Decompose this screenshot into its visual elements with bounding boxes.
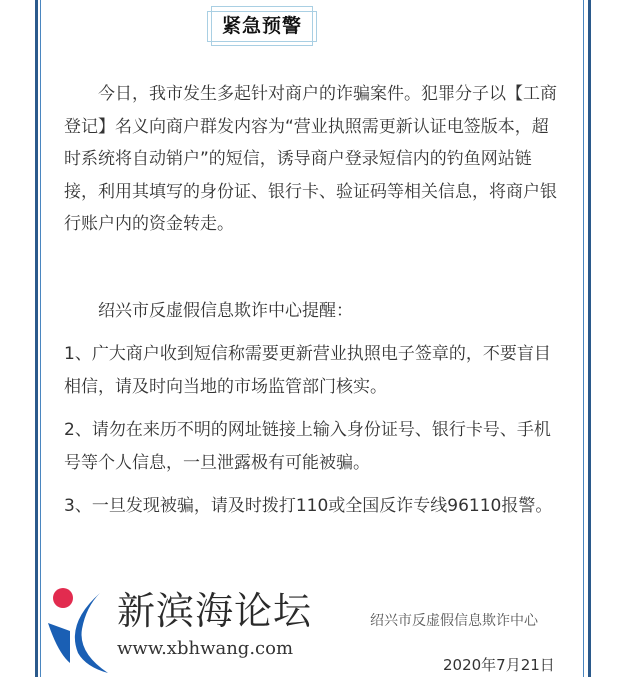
paragraph-tip-3: 3、一旦发现被骗，请及时拨打110或全国反诈专线96110报警。 — [64, 496, 553, 516]
left-border-thin — [40, 0, 41, 677]
right-border-thin — [583, 0, 584, 677]
left-border-thick — [35, 0, 38, 677]
signature: 绍兴市反虚假信息欺诈中心 — [370, 613, 538, 629]
paragraph-tip-2: 2、请勿在来历不明的网址链接上输入身份证号、银行卡号、手机号等个人信息，一旦泄露极有可能被骗。 — [64, 420, 551, 473]
watermark-name: 新滨海论坛 — [117, 589, 313, 633]
right-border-thick — [588, 0, 591, 677]
watermark-url: www.xbhwang.com — [117, 638, 294, 659]
watermark-logo-icon — [48, 593, 118, 673]
paragraph-intro: 今日，我市发生多起针对商户的诈骗案件。犯罪分子以【工商登记】名义向商户群发内容为“营业执照需更新认证电签版本，超时系统将自动销户”的短信，诱导商户登录短信内的钓鱼网站链接，利用其填写的身份证、银行卡、验证码等相关信息，将商户银行账户内的资金转走。 — [64, 84, 557, 234]
paragraph-reminder-heading: 绍兴市反虚假信息欺诈中心提醒： — [98, 301, 353, 321]
page-title: 紧急预警 — [221, 15, 302, 37]
date: 2020年7月21日 — [443, 656, 555, 674]
watermark — [48, 585, 348, 673]
paragraph-tip-1: 1、广大商户收到短信称需要更新营业执照电子签章的，不要盲目相信，请及时向当地的市场监管部门核实。 — [64, 344, 551, 397]
